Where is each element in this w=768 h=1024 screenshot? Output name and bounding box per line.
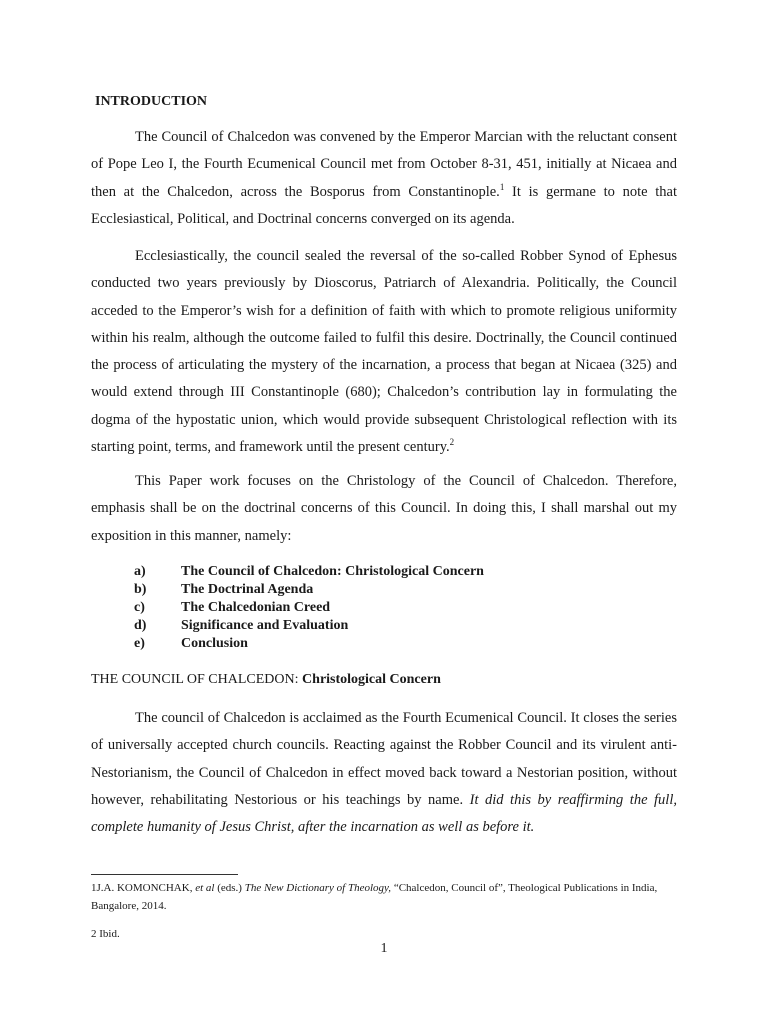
list-marker: c) (134, 600, 145, 615)
list-item (134, 599, 634, 617)
list-item (134, 581, 634, 599)
section-heading-caps: THE COUNCIL OF CHALCEDON: (91, 672, 299, 687)
list-marker: a) (134, 564, 146, 579)
footnote-1-etal: et al (195, 882, 215, 894)
footnote-1-rest: “Chalcedon, Council of”, Theological Publications in India, Bangalore, 2014. (91, 882, 658, 912)
paragraph-4-text: The council of Chalcedon is acclaimed as the Fourth Ecumenical Council. It closes the series of universally accepted church councils. Reacting against the Robber Council and its virulent anti-Nestorianism, the Council of Chalcedon in effect moved back toward a Nestorian position, without however, rehabilitating Nestorious or his teachings by name. (91, 710, 677, 808)
footnote-ref-2[interactable]: 2 (449, 437, 455, 448)
list-label: The Chalcedonian Creed (181, 600, 331, 615)
footnote-2-number: 2 (91, 928, 97, 940)
introduction-heading: INTRODUCTION (95, 94, 208, 109)
list-label: The Doctrinal Agenda (181, 582, 314, 597)
paragraph-2-text: Ecclesiastically, the council sealed the reversal of the so-called Robber Synod of Ephesus conducted two years previously by Dioscorus, Patriarch of Alexandria. Politically, the Council acceded to the Emperor’s wish for a definition of faith with which to promote religious uniformity within his realm, although the outcome failed to fulfil this desire. Doctrinally, the Council continued the process of articulating the mystery of the incarnation, a process that began at Nicaea (325) and would extend through III Constantinople (680); Chalcedon’s contribution lay in formulating the dogma of the hypostatic union, which would provide subsequent Christological reflection with its starting point, terms, and framework until the present century. (91, 248, 677, 456)
paragraph-2 (91, 243, 677, 461)
list-label: Conclusion (181, 636, 248, 651)
footnote-1-number: 1 (91, 882, 97, 894)
page-number: 1 (380, 941, 388, 956)
footnote-2-text: Ibid. (96, 928, 120, 940)
footnote-1-eds: (eds.) (214, 882, 245, 894)
paragraph-1-tail: It is germane to note that Ecclesiastical, Political, and Doctrinal concerns converged on its agenda. (91, 183, 678, 227)
list-item (134, 617, 634, 635)
footnote-1-title: The New Dictionary of Theology, (244, 882, 392, 894)
paragraph-4-italic: It did this by reaffirming the full, complete humanity of Jesus Christ, after the incarnation as well as before it. (91, 791, 677, 836)
list-item (134, 635, 634, 653)
footnote-1-author: J.A. KOMONCHAK, (96, 882, 196, 894)
footnote-ref-1[interactable]: 1 (499, 181, 505, 192)
paragraph-3 (91, 468, 677, 550)
list-label: The Council of Chalcedon: Christological Concern (181, 564, 484, 579)
footnote-separator (91, 874, 238, 875)
paragraph-4 (91, 705, 677, 841)
section-heading-rest: Christological Concern (298, 672, 441, 687)
list-item (134, 563, 634, 581)
section-heading (91, 672, 441, 688)
list-label: Significance and Evaluation (181, 618, 349, 633)
paragraph-3-text: This Paper work focuses on the Christology of the Council of Chalcedon. Therefore, emphasis shall be on the doctrinal concerns of this Council. In doing this, I shall marshal out my exposition in this manner, namely: (91, 473, 677, 544)
footnote-1 (91, 879, 677, 915)
outline-list (134, 563, 634, 653)
list-marker: e) (134, 636, 145, 651)
list-marker: d) (134, 618, 147, 633)
paragraph-1 (91, 124, 677, 233)
paragraph-1-text: The Council of Chalcedon was convened by the Emperor Marcian with the reluctant consent of Pope Leo I, the Fourth Ecumenical Council met from October 8-31, 451, initially at Nicaea and then at the Chalcedon, across the Bosporus from Constantinople. (91, 129, 677, 200)
list-marker: b) (134, 582, 147, 597)
